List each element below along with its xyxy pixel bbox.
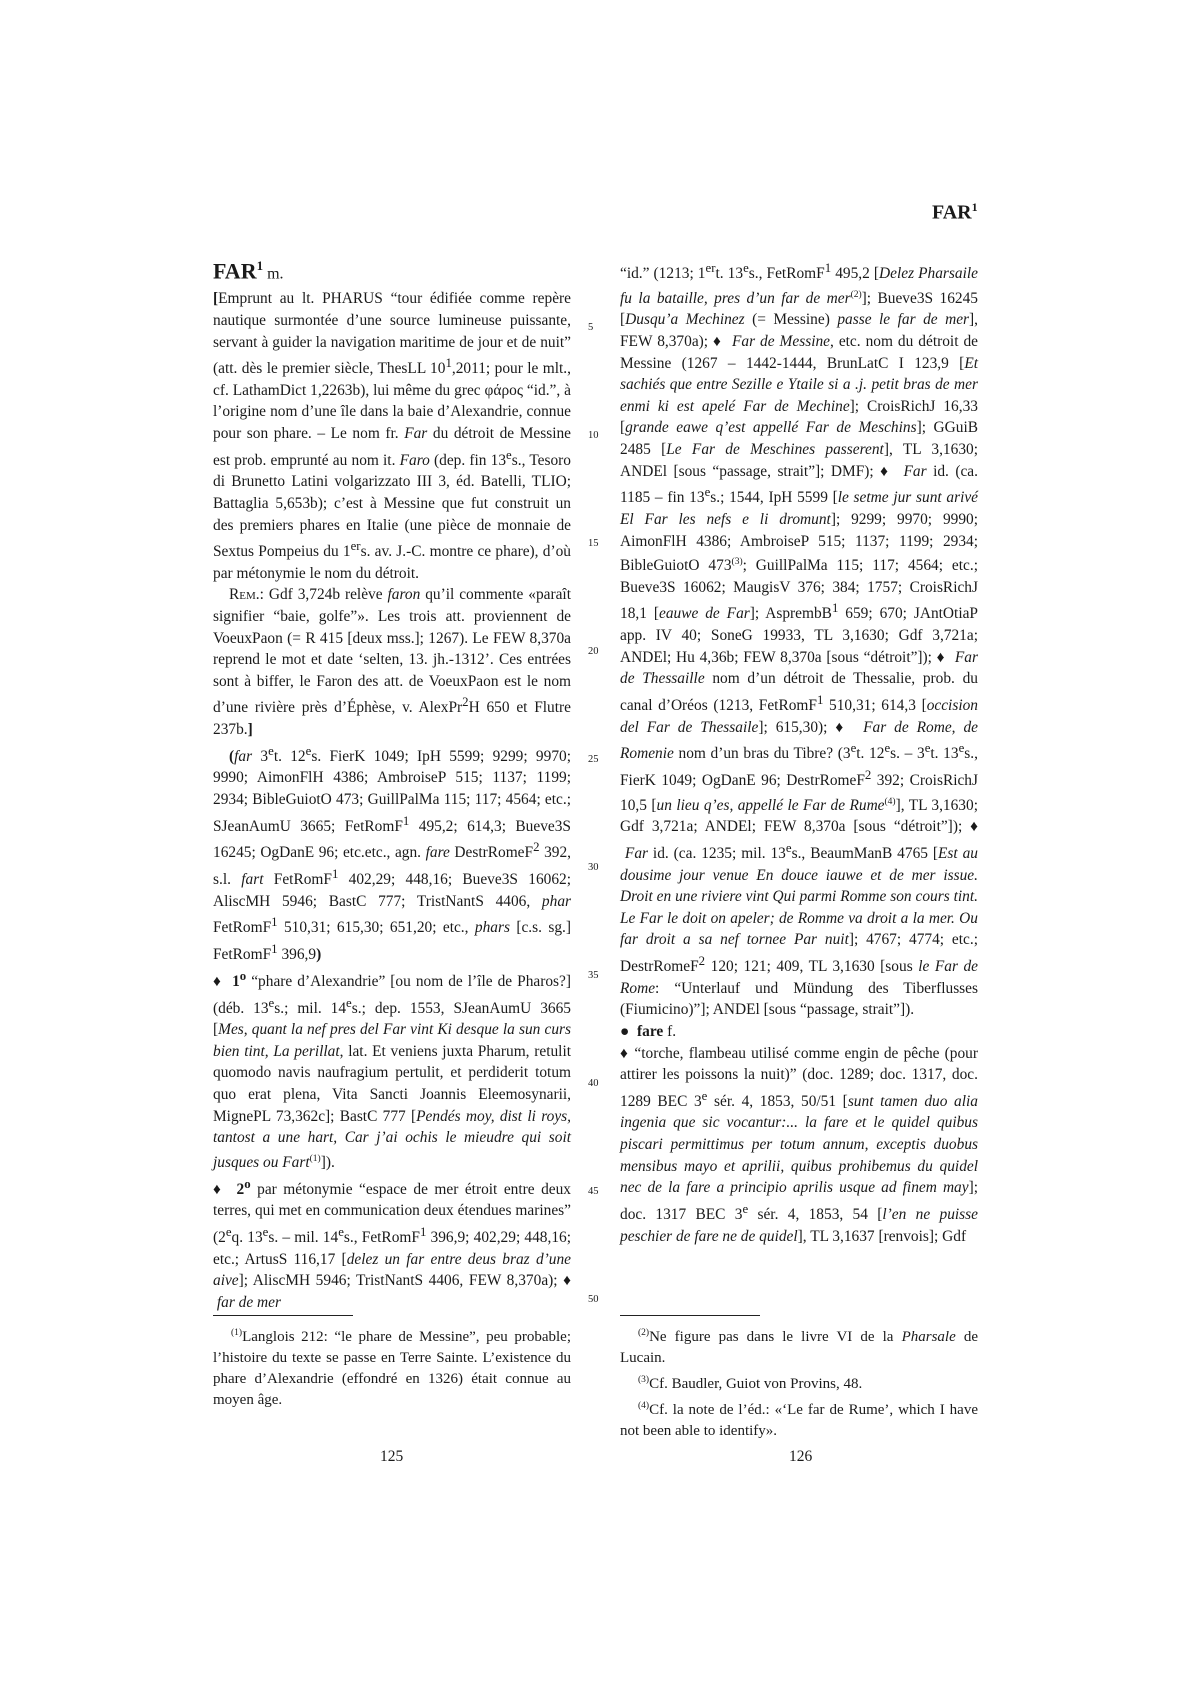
etymology-paragraph: [Emprunt au lt. PHARUS “tour édifiée comme repère nautique surmontée d’une source lumineuse puissante, servant à guider la navigation maritime de jour et de nuit” (att. dès le premier siècle, ThesLL $10^1,2011$; pour le mlt., cf. LathamDict 1,2263b), lui même du grec φάρος “id.”, à l’origine nom d’une île dans la baie d’Alexandrie, connue pour son phare. – Le nom fr. Far du détroit de Messine est prob. emprunté au nom it. Faro (dep. fin 13es., Tesoro di Brunetto Latini volgarizzato III 3, éd. Batelli, TLIO; Battaglia 5,653b); c’est à Messine que fut construit un des premiers phares en Italie (une pièce de monnaie de Sextus Pompeius du 1ers. av. J.-C. montre ce phare), d’où par métonymie le nom du détroit. bbox=[213, 290, 571, 582]
footnotes-right bbox=[620, 1323, 978, 1443]
line-number: 20 bbox=[588, 646, 599, 657]
sense-2-paragraph: ♦ 2$^o$ par métonymie “espace de mer étroit entre deux terres, qui met en communication deux étendues marines” (2eq. 13es. – mil. 14es., FetRomF$^1$ 396,9; 402,29; 448,16; etc.; ArtusS 116,17 [delez un far entre deus braz d’une aive]; AliscMH 5946; TristNantS 4406, FEW 8,370a); ♦ far de mer bbox=[213, 1176, 572, 1311]
right-column bbox=[620, 258, 978, 1247]
footnote: $^{(1)}$Langlois 212: “le phare de Messine”, peu probable; l’histoire du texte se passe en Terre Sainte. L’existence du phare d’Alexandrie (effondré en 1326) était connue au moyen âge. bbox=[213, 1328, 571, 1408]
footnote-rule bbox=[620, 1315, 760, 1316]
left-column bbox=[213, 258, 571, 1313]
sense-1-paragraph: ♦ 1$^o$ “phare d’Alexandrie” [ou nom de l’île de Pharos?] (déb. 13es.; mil. 14es.; dep. 1553, SJeanAumU 3665 [Mes, quant la nef pres del Far vint Ki desque la sun curs bien tint, La perillat, lat. Et veniens juxta Pharum, retulit quomodo navis naufragium pertulit, et perdiderit totum quo erat plena, Vita Sancti Joannis Eleemosynarii, MignePL 73,362c]; BastC 777 [Pendés moy, dist li roys, tantost a une hart, Car j’ai ochis le mieudre qui soit jusques ou Fart$^{(1)}$]). bbox=[213, 968, 571, 1171]
page-number-left: 125 bbox=[380, 1448, 404, 1465]
fare-sense-paragraph: ♦ “torche, flambeau utilisé comme engin de pêche (pour attirer les poissons la nuit)” (doc. 1289; doc. 1317, doc. 1289 BEC 3e sér. 4, 1853, 50/51 [sunt tamen duo alia ingenia que sic vocantur:... la fare et le quidel quibus piscari permittimus per totum annum, exceptis duobus mensibus mayo et aprilii, quibus prohibemus du quidel nec de la fare a principio aprilis usque ad finem may]; doc. 1317 BEC 3e sér. 4, 1853, 54 [l’en ne puisse peschier de fare ne de quidel], TL 3,1637 [renvois]; Gdf bbox=[620, 1044, 978, 1245]
line-number: 10 bbox=[588, 430, 599, 441]
line-number: 45 bbox=[588, 1186, 599, 1197]
line-number: 35 bbox=[588, 970, 599, 981]
line-number: 15 bbox=[588, 538, 599, 549]
footnote: $^{(2)}$Ne figure pas dans le livre VI de la Pharsale de Lucain. bbox=[620, 1328, 978, 1366]
line-number: 5 bbox=[588, 322, 594, 333]
line-number: 30 bbox=[588, 862, 599, 873]
page-number-right: 126 bbox=[789, 1448, 813, 1465]
footnote: $^{(3)}$Cf. Baudler, Guiot von Provins, 48. bbox=[638, 1375, 863, 1392]
line-number: 50 bbox=[588, 1294, 599, 1305]
footnote-rule bbox=[213, 1315, 353, 1316]
line-number: 40 bbox=[588, 1078, 599, 1089]
sub-lemma: ● fare f. bbox=[620, 1022, 677, 1040]
running-head: FAR$^1$ bbox=[932, 200, 978, 224]
headword: FAR$^1$ m. bbox=[213, 258, 284, 284]
forms-paragraph: (far 3et. 12es. FierK 1049; IpH 5599; 9299; 9970; 9990; AimonFlH 4386; AmbroiseP 515; 1137; 1199; 2934; BibleGuiotO 473; GuillPalMa 115; 117; 4564; etc.; SJeanAumU 3665; FetRomF$^1$ 495,2; 614,3; Bueve3S 16245; OgDanE 96; etc.etc., agn. fare DestrRomeF$^2$ 392, s.l. fart FetRomF$^1$ 402,29; 448,16; Bueve3S 16062; AliscMH 5946; BastC 777; TristNantS 4406, phar FetRomF$^1$ 510,31; 615,30; 651,20; etc., phars [c.s. sg.] FetRomF$^1$ 396,9) bbox=[213, 743, 572, 964]
sense-2-continuation: “id.” (1213; 1ert. 13es., FetRomF$^1$ 495,2 [Delez Pharsaile fu la bataille, pres d’un far de mer$^{(2)}$]; Bueve3S 16245 [Dusqu’a Mechinez (= Messine) passe le far de mer], FEW 8,370a); ♦ Far de Messine, etc. nom du détroit de Messine (1267 – 1442-1444, BrunLatC I 123,9 [Et sachiés que entre Sezille e Ytaile si a .j. petit bras de mer enmi ki est apelé Far de Mechine]; CroisRichJ 16,33 [grande eawe q’est appellé Far de Meschins]; GGuiB 2485 [Le Far de Meschines passerent], TL 3,1630; ANDEl [sous “passage, strait”]; DMF); ♦ Far id. (ca. 1185 – fin 13es.; 1544, IpH 5599 [le setme jur sunt arivé El Far les nefs e li dromunt]; 9299; 9970; 9990; AimonFlH 4386; AmbroiseP 515; 1137; 1199; 2934; BibleGuiotO 473$^{(3)}$; GuillPalMa 115; 117; 4564; etc.; Bueve3S 16062; MaugisV 376; 384; 1757; CroisRichJ 18,1 [eauwe de Far]; AsprembB$^1$ 659; 670; JAntOtiaP app. IV 40; SoneG 19933, TL 3,1630; Gdf 3,721a; ANDEl; Hu 4,36b; FEW 8,370a [sous “détroit”]); ♦ Far de Thessaille nom d’un détroit de Thessalie, prob. du canal d’Oréos (1213, FetRomF$^1$ 510,31; 614,3 [occision del Far de Thessaile]; 615,30); ♦ Far de Rome, de Romenie nom d’un bras du Tibre? (3et. 12es. – 3et. 13es., FierK 1049; OgDanE 96; DestrRomeF$^2$ 392; CroisRichJ 10,5 [un lieu q’es, appellé le Far de Rume$^{(4)}$], TL 3,1630; Gdf 3,721a; ANDEl; FEW 8,370a [sous “détroit”]); ♦ Far id. (ca. 1235; mil. 13es., BeaumManB 4765 [Est au dousime jour venue En douce iauwe et de mer issue. Droit en une riviere vint Qui parmi Romme son cours tint. Le Far le doit on apeler; de Romme va droit a la mer. Ou far droit a sa nef tornee Par nuit]; 4767; 4774; etc.; DestrRomeF$^2$ 120; 121; 409, TL 3,1630 [sous le Far de Rome: “Unterlauf und Mündung des Tiberflusses (Fiumicino)”]; ANDEl [sous “passage, strait”]). bbox=[620, 261, 979, 1019]
line-number: 25 bbox=[588, 754, 599, 765]
remark-paragraph: Rem.: Gdf 3,724b relève faron qu’il commente «paraît signifier “baie, golfe”». Les trois att. proviennent de VoeuxPaon (= R 415 [deux mss.]; 1267). Le FEW 8,370a reprend le mot et date ‘selten, 13. jh.-1312’. Ces entrées sont à biffer, le Faron des att. de VoeuxPaon est le nom d’une rivière près d’Éphèse, v. AlexPr$^2$H 650 et Flutre 237b.] bbox=[213, 586, 571, 739]
footnotes-left bbox=[213, 1323, 571, 1412]
footnote: $^{(4)}$Cf. la note de l’éd.: «‘Le far de Rume’, which I have not been able to identify». bbox=[620, 1401, 978, 1439]
